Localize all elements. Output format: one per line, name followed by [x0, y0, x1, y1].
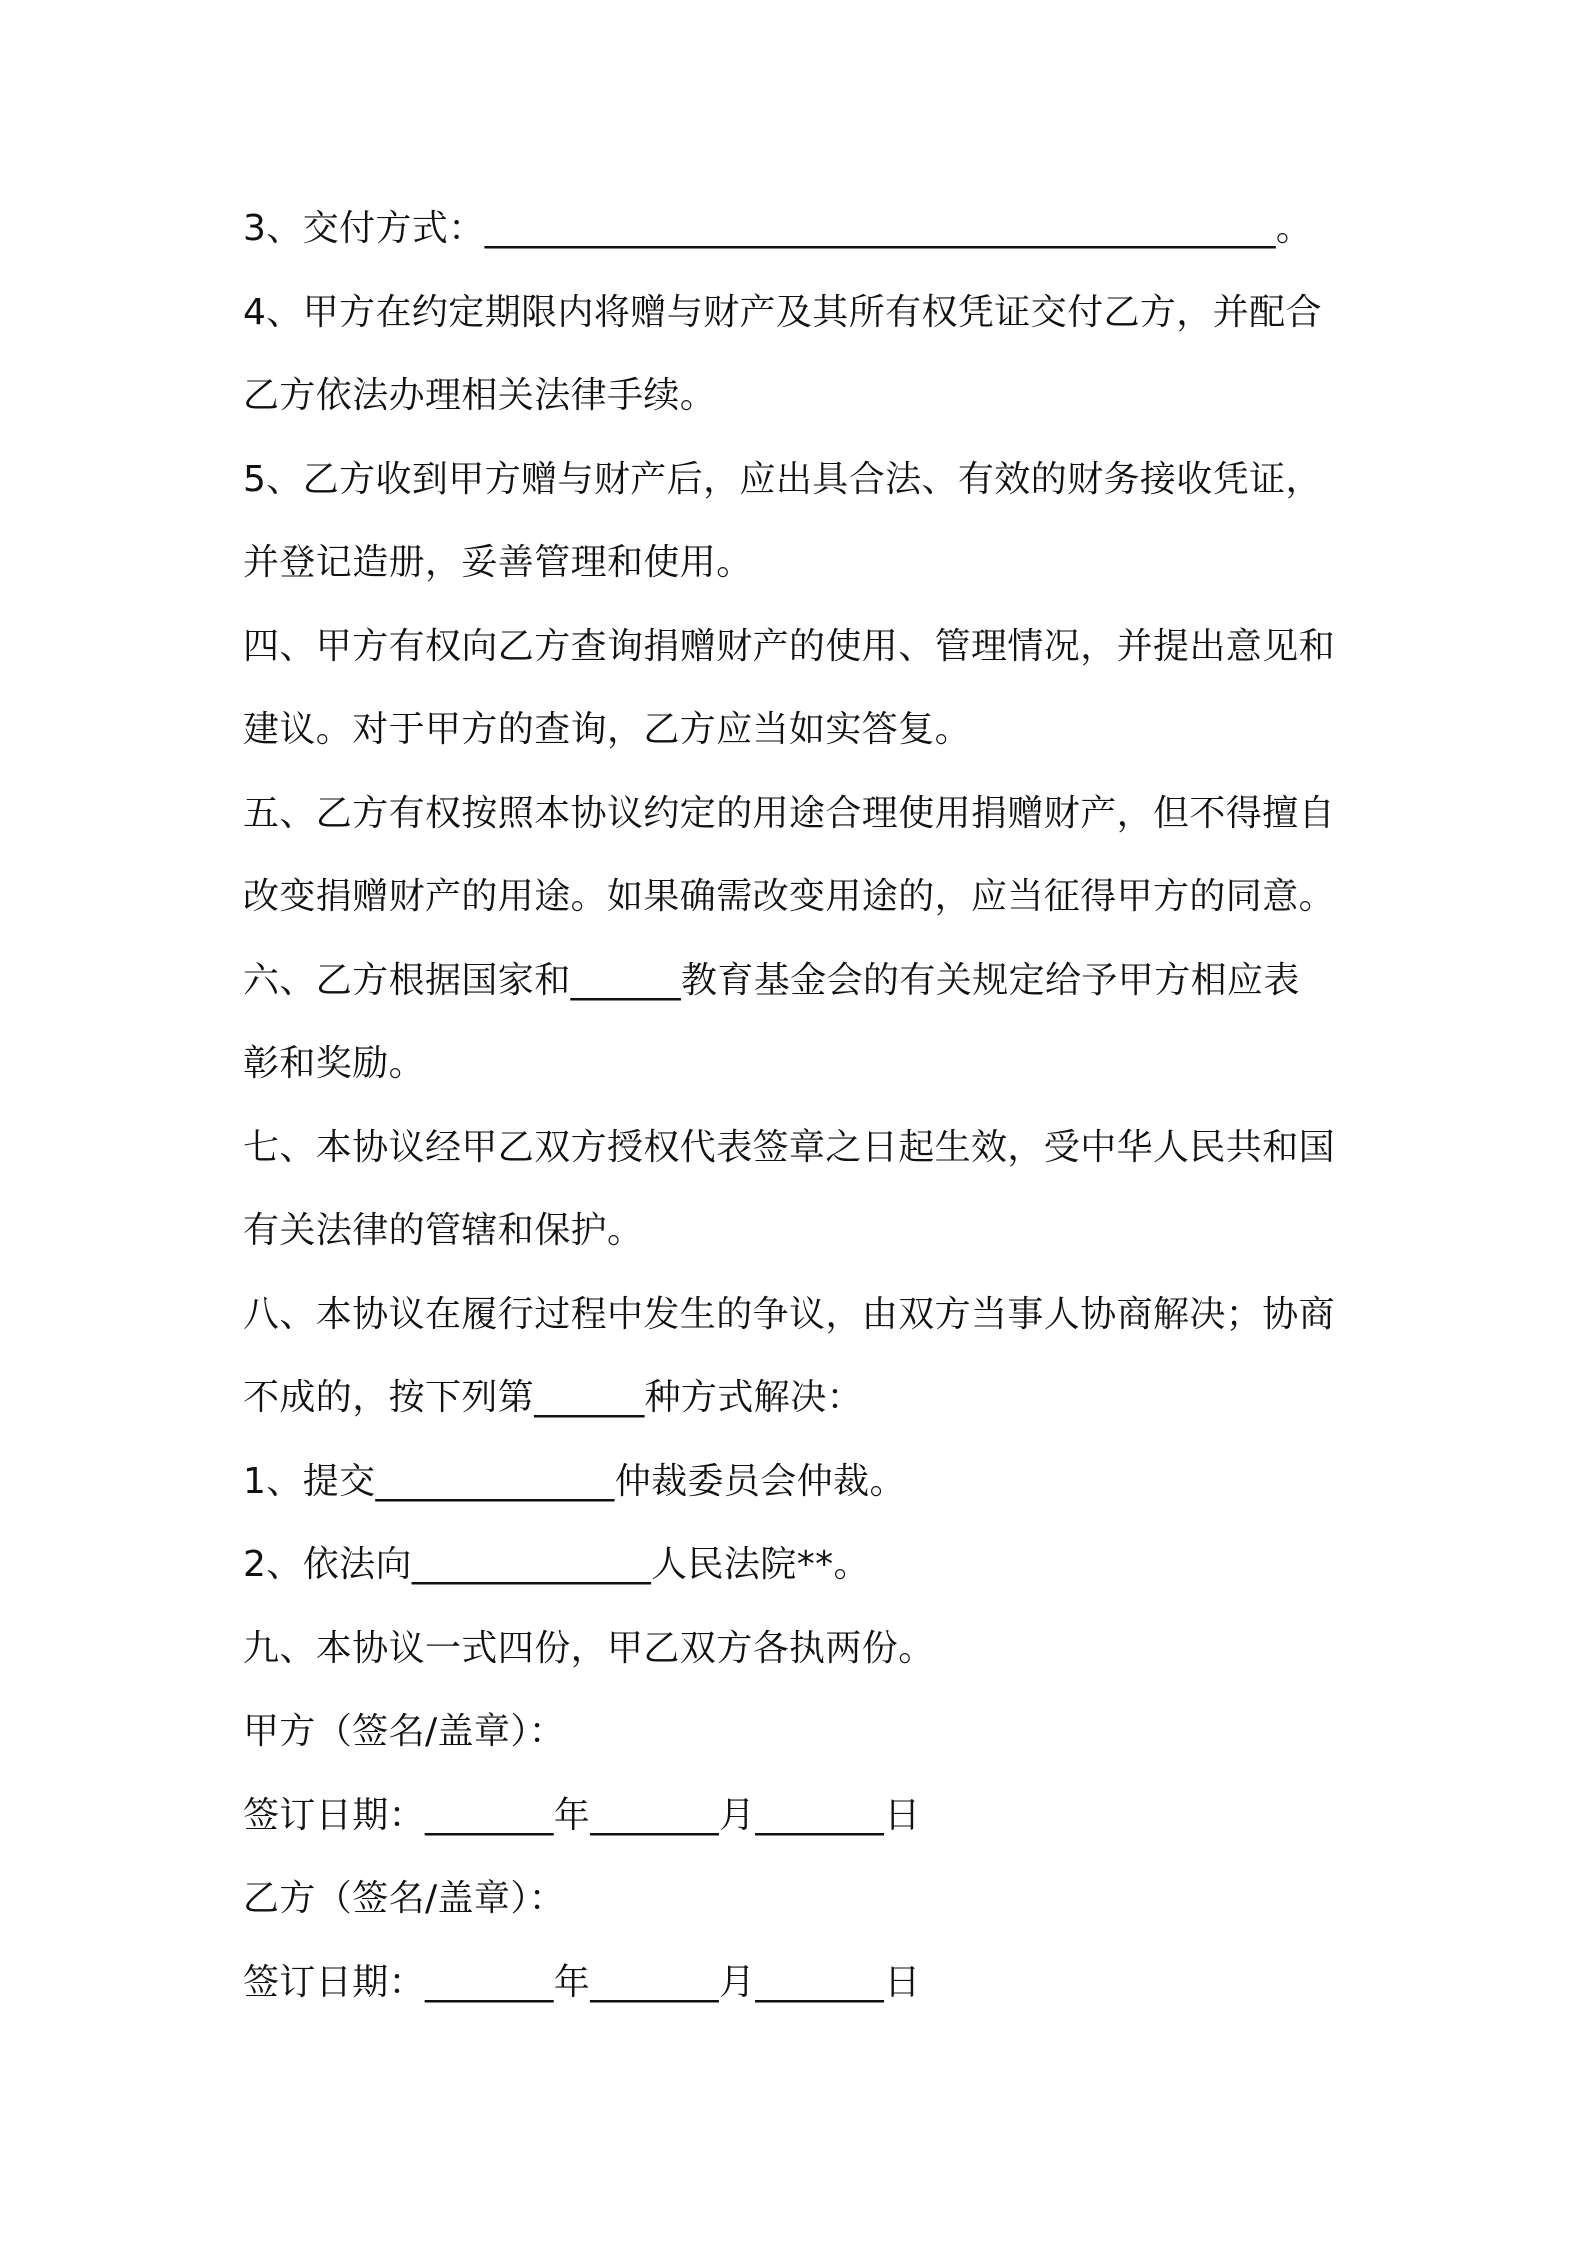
clause-5-line-1: 5、乙方收到甲方赠与财产后，应出具合法、有效的财务接收凭证， [243, 459, 1322, 500]
dispute-option-2: 2、依法向_____________人民法院**。 [243, 1544, 870, 1585]
article-6-line-2: 彰和奖励。 [243, 1043, 426, 1084]
article-5-line-1: 五、乙方有权按照本协议约定的用途合理使用捐赠财产，但不得擅自 [243, 793, 1336, 834]
article-5-line-2: 改变捐赠财产的用途。如果确需改变用途的，应当征得甲方的同意。 [243, 876, 1336, 917]
article-7-line-2: 有关法律的管辖和保护。 [243, 1210, 644, 1251]
party-a-date-line: 签订日期：_______年_______月_______日 [243, 1795, 921, 1836]
article-4-line-2: 建议。对于甲方的查询，乙方应当如实答复。 [243, 709, 972, 750]
article-8-line-1: 八、本协议在履行过程中发生的争议，由双方当事人协商解决；协商 [243, 1294, 1336, 1335]
clause-4-line-1: 4、甲方在约定期限内将赠与财产及其所有权凭证交付乙方，并配合 [243, 292, 1322, 333]
article-4-line-1: 四、甲方有权向乙方查询捐赠财产的使用、管理情况，并提出意见和 [243, 626, 1336, 667]
article-6-line-1: 六、乙方根据国家和______教育基金会的有关规定给予甲方相应表 [243, 960, 1300, 1001]
clause-5-line-2: 并登记造册，妥善管理和使用。 [243, 542, 753, 583]
clause-4-line-2: 乙方依法办理相关法律手续。 [243, 375, 717, 416]
party-b-signature-line: 乙方（签名/盖章）： [243, 1878, 566, 1919]
party-b-date-line: 签订日期：_______年_______月_______日 [243, 1962, 921, 2003]
article-7-line-1: 七、本协议经甲乙双方授权代表签章之日起生效，受中华人民共和国 [243, 1127, 1336, 1168]
dispute-option-1: 1、提交_____________仲裁委员会仲裁。 [243, 1461, 906, 1502]
article-9-line: 九、本协议一式四份，甲乙双方各执两份。 [243, 1628, 935, 1669]
party-a-signature-line: 甲方（签名/盖章）： [243, 1711, 566, 1752]
delivery-method-line: 3、交付方式：___________________________________________。 [243, 208, 1313, 249]
article-8-line-2: 不成的，按下列第______种方式解决： [243, 1377, 864, 1418]
